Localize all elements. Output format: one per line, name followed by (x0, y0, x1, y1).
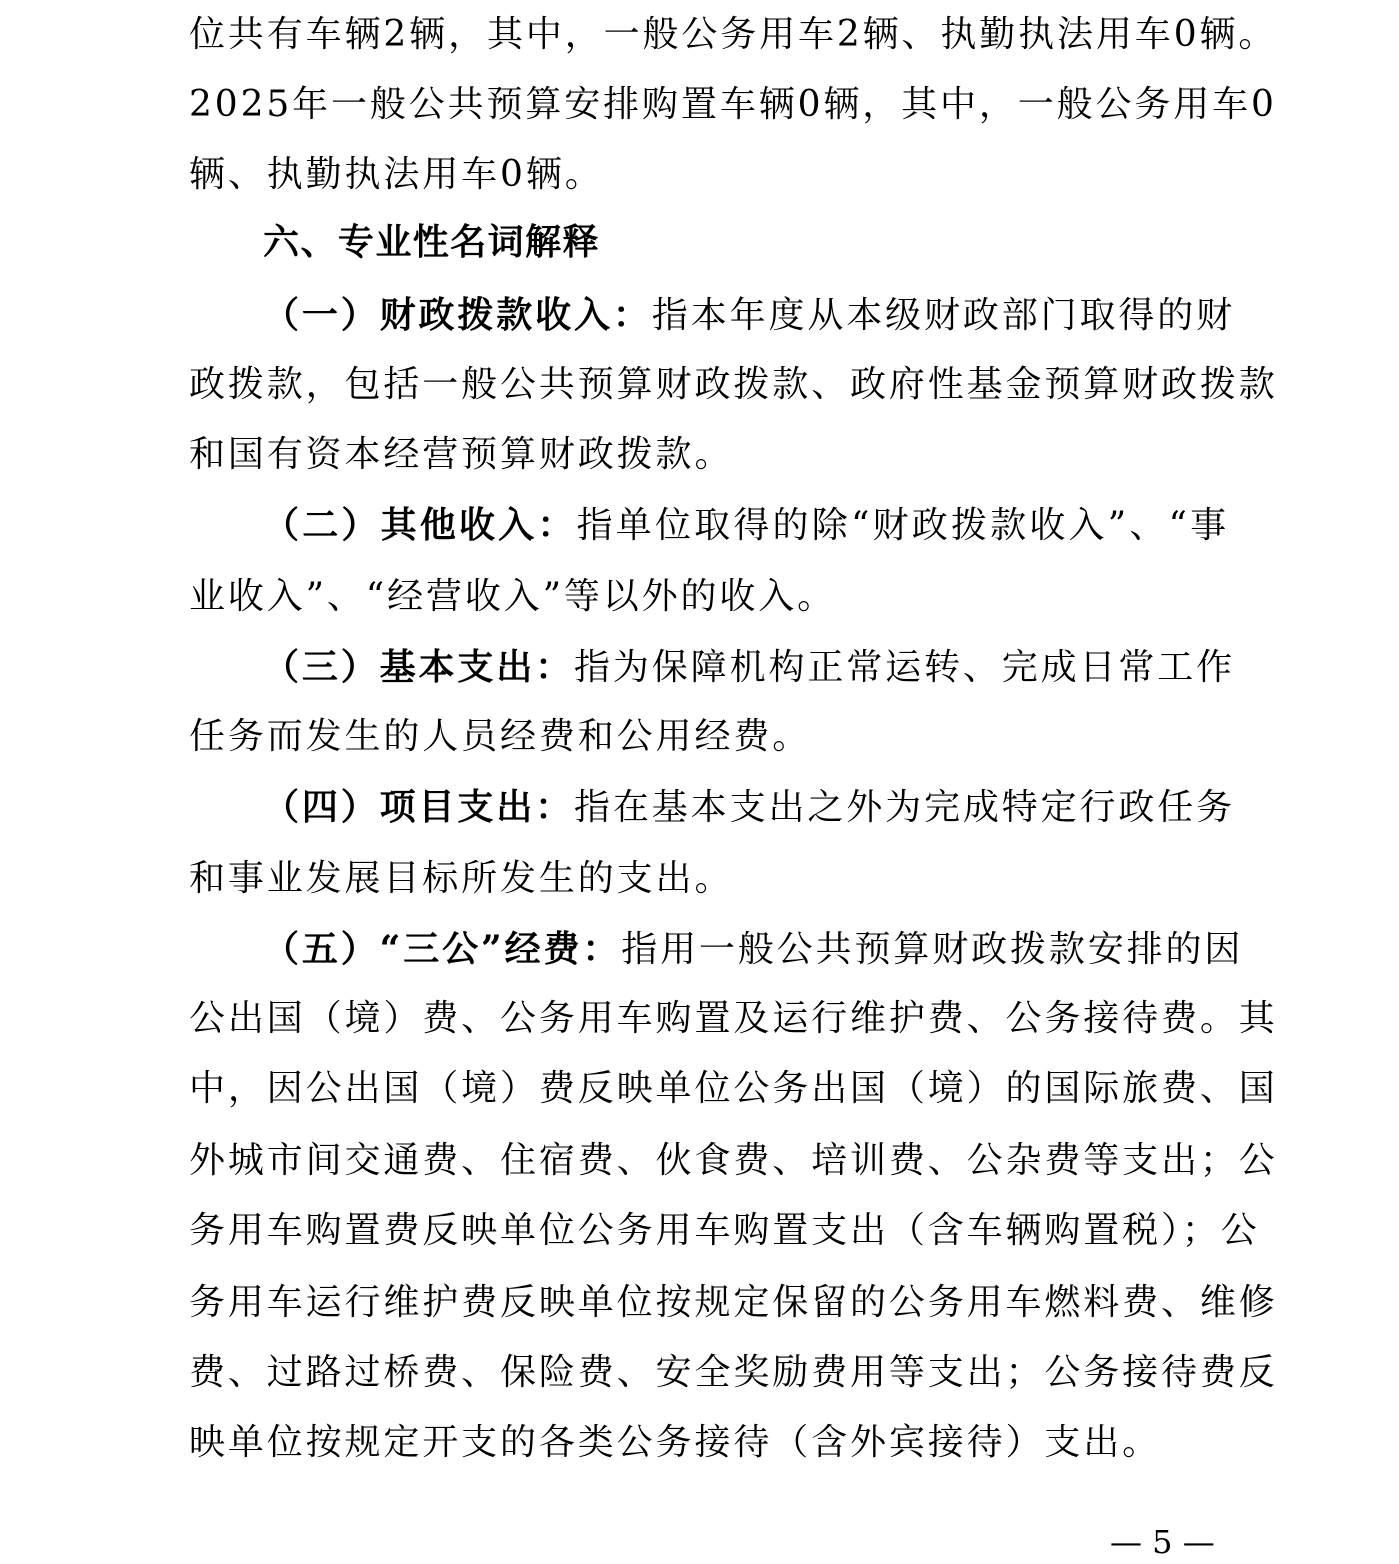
term-definition: 指用一般公共预算财政拨款安排的因 (621, 929, 1244, 970)
term-paragraph-first-line (263, 632, 1236, 702)
term-label: （五）“三公”经费： (263, 928, 622, 970)
body-line: 映单位按规定开支的各类公务接待（含外宾接待）支出。 (189, 1422, 1162, 1463)
term-label: （一）财政拨款收入： (263, 294, 652, 336)
term-definition: 指本年度从本级财政部门取得的财 (651, 295, 1236, 336)
body-line: 业收入”、“经营收入”等以外的收入。 (189, 576, 837, 617)
term-paragraph-first-line (263, 772, 1236, 842)
body-line: 费、过路过桥费、保险费、安全奖励费用等支出；公务接待费反 (189, 1352, 1278, 1393)
page-number: — 5 — (1110, 1523, 1215, 1561)
section-heading: 六、专业性名词解释 (263, 222, 600, 263)
term-label: （四）项目支出： (263, 786, 575, 828)
term-label: （二）其他收入： (263, 504, 577, 546)
term-definition: 指在基本支出之外为完成特定行政任务 (574, 787, 1236, 828)
term-definition: 指单位取得的除“财政拨款收入”、“事 (576, 505, 1229, 546)
term-paragraph-first-line (263, 280, 1236, 350)
term-paragraph-first-line (263, 914, 1244, 984)
body-line: 务用车运行维护费反映单位按规定保留的公务用车燃料费、维修 (189, 1282, 1278, 1323)
body-line: 和事业发展目标所发生的支出。 (189, 858, 734, 899)
body-line: 中，因公出国（境）费反映单位公务出国（境）的国际旅费、国 (189, 1068, 1278, 1109)
body-line: 政拨款，包括一般公共预算财政拨款、政府性基金预算财政拨款 (189, 364, 1278, 405)
term-label: （三）基本支出： (263, 646, 575, 688)
body-line: 位共有车辆2辆，其中，一般公务用车2辆、执勤执法用车0辆。 (189, 14, 1278, 55)
body-line: 任务而发生的人员经费和公用经费。 (189, 716, 812, 757)
body-line: 公出国（境）费、公务用车购置及运行维护费、公务接待费。其 (189, 998, 1278, 1039)
body-line: 2025年一般公共预算安排购置车辆0辆，其中，一般公务用车0 (189, 84, 1277, 125)
term-definition: 指为保障机构正常运转、完成日常工作 (574, 647, 1236, 688)
body-line: 和国有资本经营预算财政拨款。 (189, 434, 734, 475)
body-line: 辆、执勤执法用车0辆。 (189, 154, 604, 195)
body-line: 务用车购置费反映单位公务用车购置支出（含车辆购置税）；公 (189, 1210, 1260, 1251)
body-line: 外城市间交通费、住宿费、伙食费、培训费、公杂费等支出；公 (189, 1140, 1278, 1181)
term-paragraph-first-line (263, 490, 1229, 560)
